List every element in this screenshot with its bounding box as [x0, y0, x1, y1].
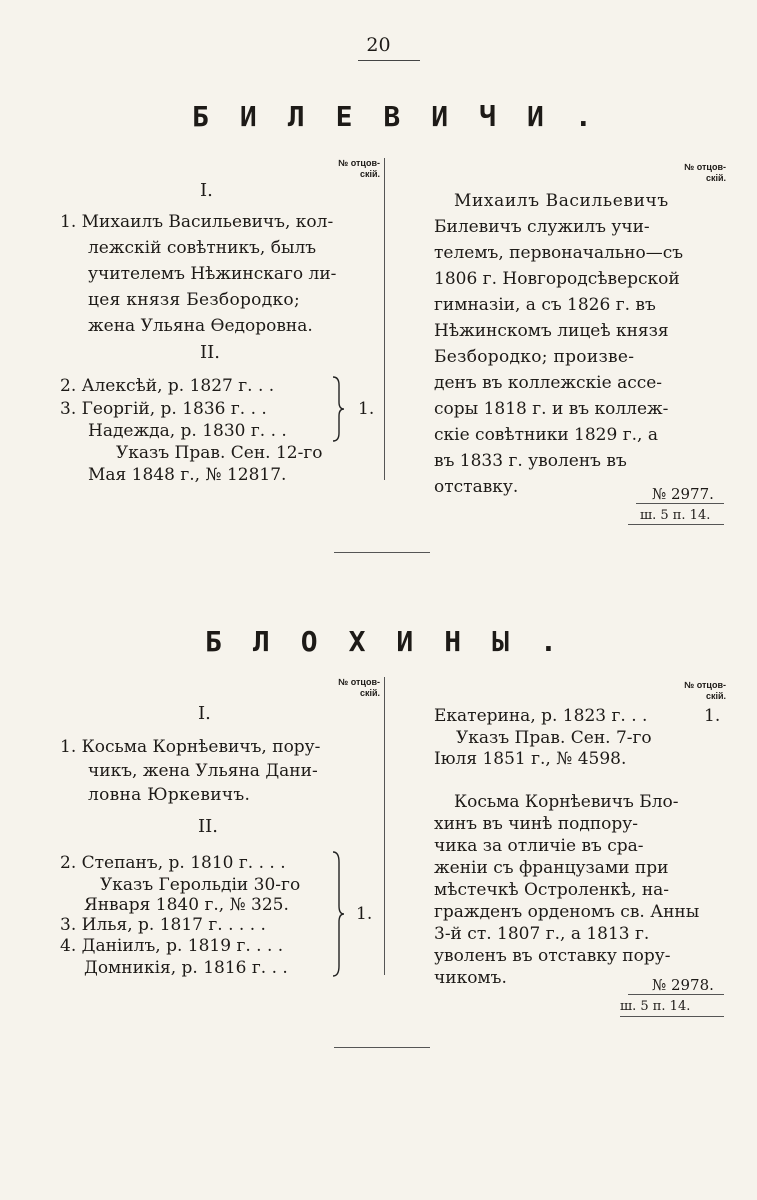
brace-number: 1.	[356, 904, 373, 924]
archive-rule	[636, 503, 724, 504]
biography-line: отставку.	[434, 477, 519, 497]
biography-line: чикомъ.	[434, 968, 507, 988]
column-header-right	[668, 162, 726, 184]
column-header-line: скій.	[359, 688, 380, 698]
biography-line: уволенъ въ отставку пору-	[434, 946, 671, 966]
archive-number: № 2977.	[652, 485, 714, 503]
column-header-line: № отцов-	[338, 677, 380, 687]
biography-line: въ 1833 г. уволенъ въ	[434, 451, 627, 471]
biography-line: 1806 г. Новгородсѣверской	[434, 269, 680, 289]
column-header-right	[668, 680, 726, 702]
section-divider	[334, 1047, 430, 1048]
entry-line: 1. Михаилъ Васильевичъ, кол-	[60, 212, 334, 232]
biography-line: гимназіи, а съ 1826 г. въ	[434, 295, 656, 315]
entry-line: чикъ, жена Ульяна Дани-	[88, 761, 318, 781]
biography-line: женіи съ французами при	[434, 858, 669, 878]
generation-label: II.	[200, 342, 220, 363]
decree-line: Указъ Герольдіи 30-го	[100, 875, 301, 895]
decree-line: Указъ Прав. Сен. 7-го	[456, 728, 652, 748]
page-number-rule	[358, 60, 420, 61]
column-divider	[384, 158, 385, 480]
child-line: 4. Даніилъ, р. 1819 г. . . .	[60, 936, 284, 956]
biography-line: Косьма Корнѣевичъ Бло-	[454, 792, 679, 812]
entry-line: учителемъ Нѣжинскаго ли-	[88, 264, 337, 284]
column-divider	[384, 677, 385, 975]
page-number: 20	[366, 34, 391, 56]
archive-rule	[620, 1016, 724, 1017]
archive-location: ш. 5 п. 14.	[640, 508, 711, 523]
decree-line: Января 1840 г., № 325.	[84, 895, 289, 915]
archive-number: № 2978.	[652, 976, 714, 994]
brace-number: 1.	[358, 399, 375, 419]
column-header-line: № отцов-	[684, 162, 726, 172]
curly-brace	[330, 375, 346, 443]
column-header-line: № отцов-	[338, 158, 380, 168]
entry-line: 1. Косьма Корнѣевичъ, пору-	[60, 737, 321, 757]
biography-line: гражденъ орденомъ св. Анны	[434, 902, 700, 922]
biography-line: соры 1818 г. и въ коллеж-	[434, 399, 669, 419]
section-divider	[334, 552, 430, 553]
biography-line: Билевичъ служилъ учи-	[434, 217, 650, 237]
biography-line: телемъ, первоначально—съ	[434, 243, 684, 263]
column-header-line: № отцов-	[684, 680, 726, 690]
biography-line: Михаилъ Васильевичъ	[454, 191, 669, 211]
child-number: 1.	[704, 706, 721, 726]
child-line: 2. Алексѣй, р. 1827 г. . .	[60, 376, 275, 396]
generation-label: II.	[198, 816, 218, 837]
entry-line: цея князя Безбородко;	[88, 290, 300, 310]
biography-line: мѣстечкѣ Остроленкѣ, на-	[434, 880, 670, 900]
archive-rule	[628, 994, 724, 995]
biography-line: чика за отличіе въ сра-	[434, 836, 644, 856]
decree-line: Іюля 1851 г., № 4598.	[434, 749, 627, 769]
entry-line: лежскій совѣтникъ, былъ	[88, 238, 317, 258]
column-header-left	[318, 677, 380, 699]
biography-line: хинъ въ чинѣ подпору-	[434, 814, 639, 834]
curly-brace	[330, 850, 346, 978]
generation-label: I.	[200, 180, 213, 201]
child-line: 3. Георгій, р. 1836 г. . .	[60, 399, 267, 419]
archive-rule	[628, 524, 724, 525]
child-line: 3. Илья, р. 1817 г. . . . .	[60, 915, 266, 935]
entry-line: ловна Юркевичъ.	[88, 785, 251, 805]
decree-line: Мая 1848 г., № 12817.	[88, 465, 287, 485]
child-line: Екатерина, р. 1823 г. . .	[434, 706, 648, 726]
biography-line: денъ въ коллежскіе ассе-	[434, 373, 663, 393]
surname-heading-bilevichi: БИЛЕВИЧИ.	[192, 100, 623, 133]
column-header-line: скій.	[705, 173, 726, 183]
child-line: Надежда, р. 1830 г. . .	[88, 421, 287, 441]
surname-heading-blokhiny: БЛОХИНЫ.	[205, 625, 588, 658]
biography-line: Нѣжинскомъ лицеѣ князя	[434, 321, 669, 341]
child-line: Домникія, р. 1816 г. . .	[84, 958, 288, 978]
decree-line: Указъ Прав. Сен. 12-го	[116, 443, 323, 463]
generation-label: I.	[198, 703, 211, 724]
column-header-line: скій.	[359, 169, 380, 179]
archive-location: ш. 5 п. 14.	[620, 999, 691, 1014]
biography-line: 3-й ст. 1807 г., а 1813 г.	[434, 924, 650, 944]
column-header-left	[318, 158, 380, 180]
column-header-line: скій.	[705, 691, 726, 701]
entry-line: жена Ульяна Ѳедоровна.	[88, 316, 313, 336]
biography-line: Безбородко; произве-	[434, 347, 635, 367]
child-line: 2. Степанъ, р. 1810 г. . . .	[60, 853, 286, 873]
biography-line: скіе совѣтники 1829 г., а	[434, 425, 658, 445]
